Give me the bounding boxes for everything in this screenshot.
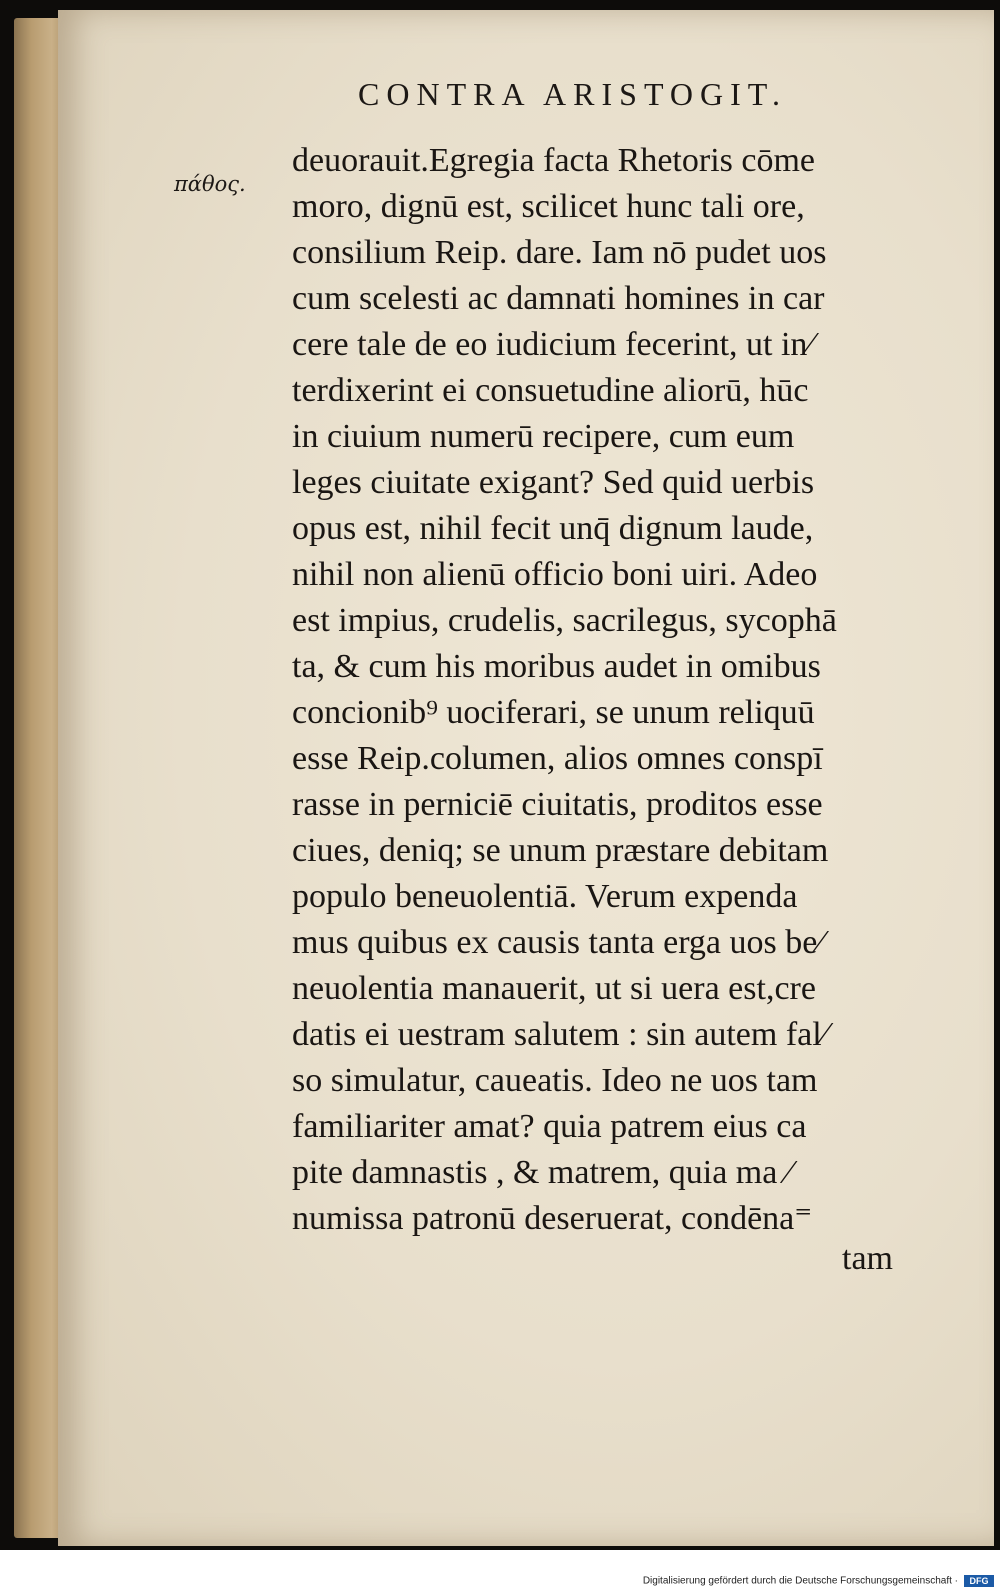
text-line: opus est, nihil fecit unq̄ dignum laude, bbox=[292, 510, 814, 547]
text-line: pite damnastis , & matrem, quia ma ⁄ bbox=[292, 1154, 792, 1191]
text-line: datis ei uestram salutem : sin autem fal⁄ bbox=[292, 1016, 828, 1053]
text-line: esse Reip.columen, alios omnes conspī bbox=[292, 740, 823, 777]
dfg-logo: DFG bbox=[964, 1575, 994, 1587]
text-line: neuolentia manauerit, ut si uera est,cre bbox=[292, 970, 816, 1007]
running-head: CONTRA ARISTOGIT. bbox=[358, 76, 787, 112]
text-line: numissa patronū deseruerat, condēna⁼ bbox=[292, 1200, 813, 1237]
text-line: populo beneuolentiā. Verum expenda bbox=[292, 878, 798, 915]
text-line: familiariter amat? quia patrem eius ca bbox=[292, 1108, 807, 1145]
text-line: cere tale de eo iudicium fecerint, ut in⁄ bbox=[292, 326, 814, 363]
text-line: leges ciuitate exigant? Sed quid uerbis bbox=[292, 464, 815, 501]
body-text bbox=[292, 138, 932, 1242]
text-line: nihil non alienū officio boni uiri. Adeo bbox=[292, 556, 818, 593]
text-line: concionib⁹ uociferari, se unum reliquū bbox=[292, 694, 815, 731]
text-line: deuorauit.Egregia facta Rhetoris cōme bbox=[292, 142, 815, 179]
text-line: rasse in perniciē ciuitatis, proditos esse bbox=[292, 786, 823, 823]
text-line: mus quibus ex causis tanta erga uos be⁄ bbox=[292, 924, 824, 961]
text-line: ciues, deniq; se unum præstare debitam bbox=[292, 832, 829, 869]
text-line: cum scelesti ac damnati homines in car bbox=[292, 280, 825, 317]
text-line: in ciuium numerū recipere, cum eum bbox=[292, 418, 795, 455]
text-line: ta, & cum his moribus audet in omibus bbox=[292, 648, 821, 685]
funding-credit: Digitalisierung gefördert durch die Deutsche Forschungsgemeinschaft · bbox=[642, 1575, 958, 1587]
text-line: est impius, crudelis, sacrilegus, sycophā bbox=[292, 602, 837, 639]
text-line: so simulatur, caueatis. Ideo ne uos tam bbox=[292, 1062, 818, 1099]
marginal-note: πάθος. bbox=[174, 172, 246, 196]
text-line: terdixerint ei consuetudine aliorū, hūc bbox=[292, 372, 809, 409]
text-line: moro, dignū est, scilicet hunc tali ore, bbox=[292, 188, 805, 225]
text-line: consilium Reip. dare. Iam nō pudet uos bbox=[292, 234, 827, 271]
catchword: tam bbox=[842, 1240, 893, 1277]
